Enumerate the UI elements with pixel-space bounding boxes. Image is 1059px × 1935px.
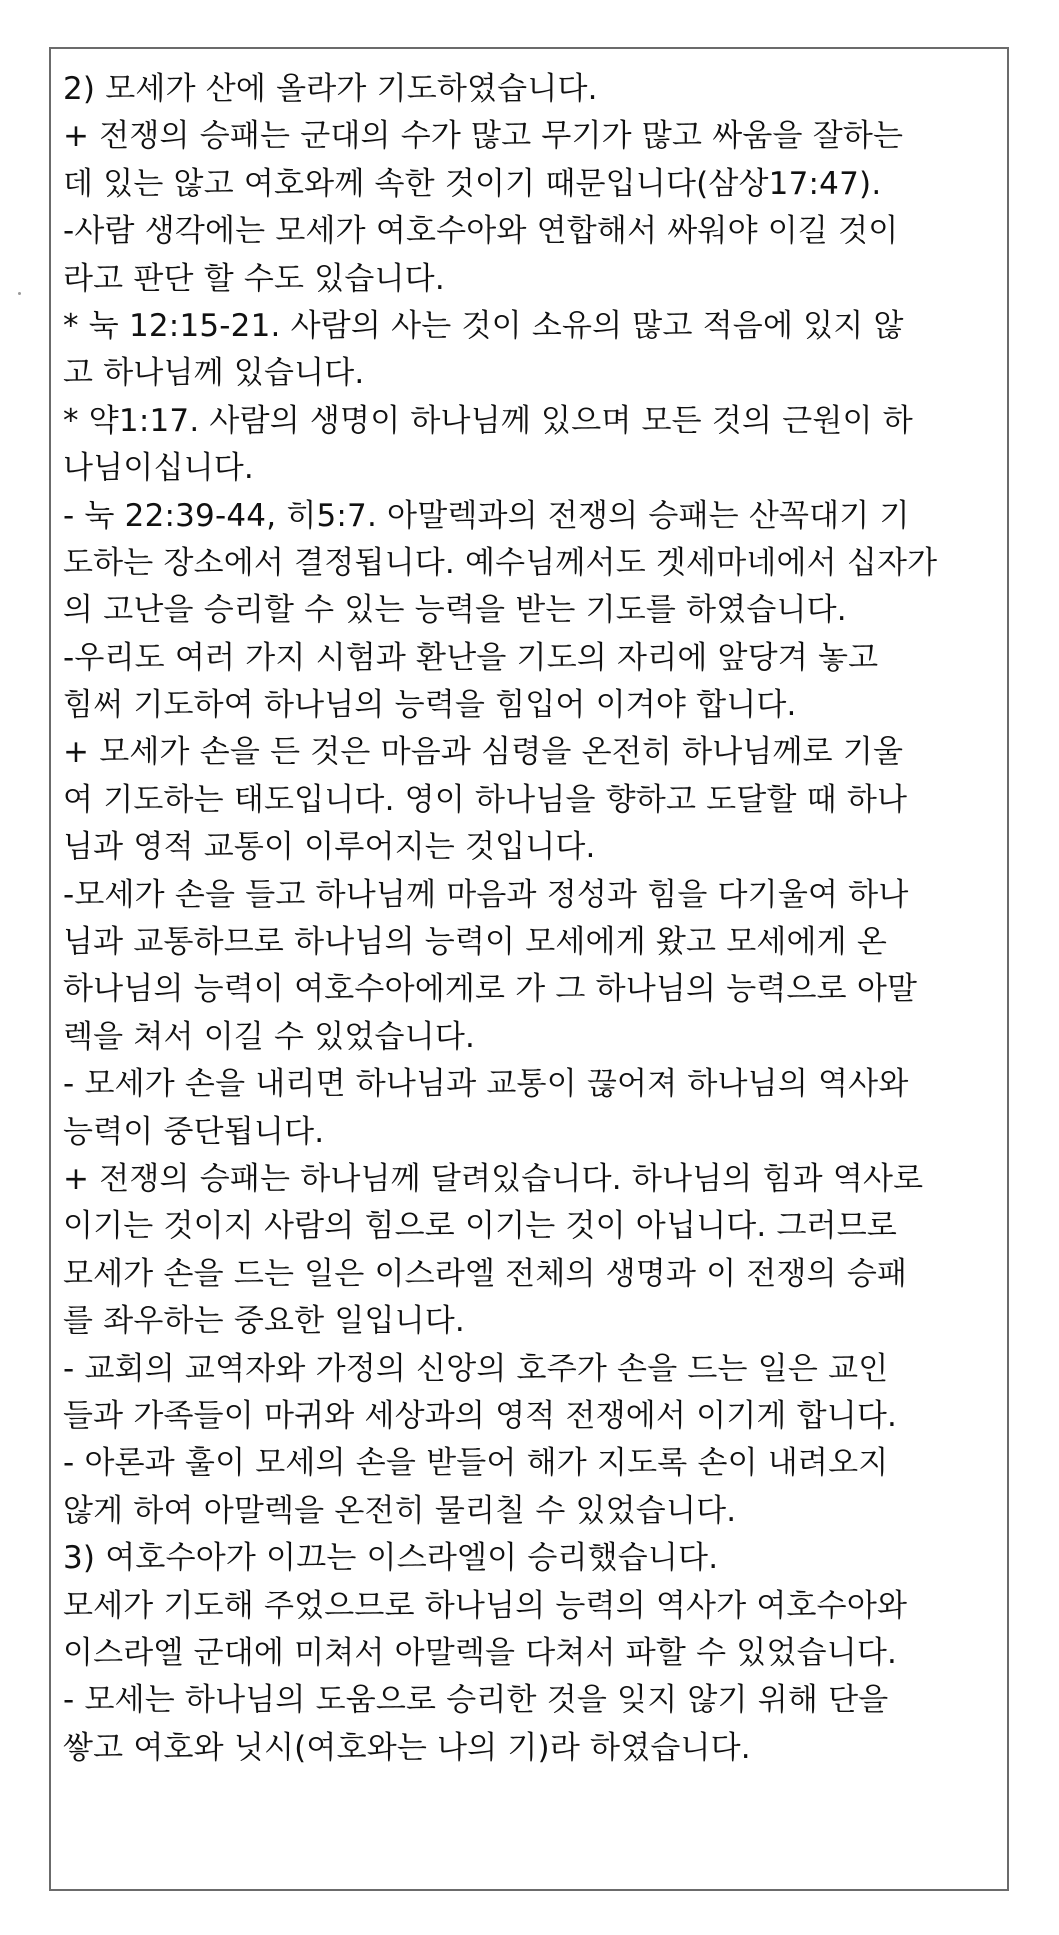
text-line: 들과 가족들이 마귀와 세상과의 영적 전쟁에서 이기게 합니다. bbox=[63, 1397, 898, 1434]
document-text-lines bbox=[63, 66, 997, 1772]
text-line: + 모세가 손을 든 것은 마음과 심령을 온전히 하나님께로 기울 bbox=[63, 734, 904, 771]
text-line: - 모세는 하나님의 도움으로 승리한 것을 잊지 않기 위해 단을 bbox=[63, 1682, 889, 1719]
text-line: 렉을 쳐서 이길 수 있었습니다. bbox=[63, 1018, 476, 1055]
text-line: -모세가 손을 들고 하나님께 마음과 정성과 힘을 다기울여 하나 bbox=[63, 876, 909, 913]
text-line: 나님이십니다. bbox=[63, 450, 254, 487]
text-line: 이스라엘 군대에 미쳐서 아말렉을 다쳐서 파할 수 있었습니다. bbox=[63, 1634, 898, 1671]
text-line: 않게 하여 아말렉을 온전히 물리칠 수 있었습니다. bbox=[63, 1492, 737, 1529]
text-line: -우리도 여러 가지 시험과 환난을 기도의 자리에 앞당겨 놓고 bbox=[63, 639, 879, 676]
text-line: 님과 교통하므로 하나님의 능력이 모세에게 왔고 모세에게 온 bbox=[63, 924, 888, 961]
text-line: 님과 영적 교통이 이루어지는 것입니다. bbox=[63, 829, 596, 866]
line-section-3-heading: 3) 여호수아가 이끄는 이스라엘이 승리했습니다. bbox=[63, 1540, 719, 1577]
text-line: - 아론과 훌이 모세의 손을 받들어 해가 지도록 손이 내려오지 bbox=[63, 1445, 889, 1482]
text-line: - 눅 22:39-44, 히5:7. 아말렉과의 전쟁의 승패는 산꼭대기 기 bbox=[63, 497, 910, 534]
text-line: 하나님의 능력이 여호수아에게로 가 그 하나님의 능력으로 아말 bbox=[63, 971, 918, 1008]
scan-speck bbox=[18, 292, 21, 295]
text-line: 능력이 중단됩니다. bbox=[63, 1113, 325, 1150]
text-line: 쌓고 여호와 닛시(여호와는 나의 기)라 하였습니다. bbox=[63, 1729, 751, 1766]
text-line: 의 고난을 승리할 수 있는 능력을 받는 기도를 하였습니다. bbox=[63, 592, 847, 629]
text-line: 데 있는 않고 여호와께 속한 것이기 때문입니다(삼상17:47). bbox=[63, 165, 882, 202]
text-line: * 약1:17. 사람의 생명이 하나님께 있으며 모든 것의 근원이 하 bbox=[63, 402, 913, 439]
text-line: 모세가 기도해 주었으므로 하나님의 능력의 역사가 여호수아와 bbox=[63, 1587, 908, 1624]
text-line: 를 좌우하는 중요한 일입니다. bbox=[63, 1303, 465, 1340]
line-section-2-heading: 2) 모세가 산에 올라가 기도하였습니다. bbox=[63, 71, 598, 107]
text-line: + 전쟁의 승패는 하나님께 달려있습니다. 하나님의 힘과 역사로 bbox=[63, 1160, 924, 1197]
text-line: - 모세가 손을 내리면 하나님과 교통이 끊어져 하나님의 역사와 bbox=[63, 1066, 909, 1103]
text-line: -사람 생각에는 모세가 여호수아와 연합해서 싸워야 이길 것이 bbox=[63, 213, 899, 250]
text-line: 여 기도하는 태도입니다. 영이 하나님을 향하고 도달할 때 하나 bbox=[63, 781, 908, 818]
text-line: - 교회의 교역자와 가정의 신앙의 호주가 손을 드는 일은 교인 bbox=[63, 1350, 889, 1387]
text-line: 도하는 장소에서 결정됩니다. 예수님께서도 겟세마네에서 십자가 bbox=[63, 544, 938, 581]
text-line: 고 하나님께 있습니다. bbox=[63, 355, 365, 392]
text-line: 라고 판단 할 수도 있습니다. bbox=[63, 260, 445, 297]
text-line: 모세가 손을 드는 일은 이스라엘 전체의 생명과 이 전쟁의 승패 bbox=[63, 1255, 908, 1292]
text-line: 이기는 것이지 사람의 힘으로 이기는 것이 아닙니다. 그러므로 bbox=[63, 1208, 898, 1245]
text-line: 힘써 기도하여 하나님의 능력을 힘입어 이겨야 합니다. bbox=[63, 687, 797, 724]
text-line: * 눅 12:15-21. 사람의 사는 것이 소유의 많고 적음에 있지 않 bbox=[63, 307, 904, 344]
text-line: + 전쟁의 승패는 군대의 수가 많고 무기가 많고 싸움을 잘하는 bbox=[63, 118, 904, 155]
document-frame bbox=[49, 47, 1009, 1891]
